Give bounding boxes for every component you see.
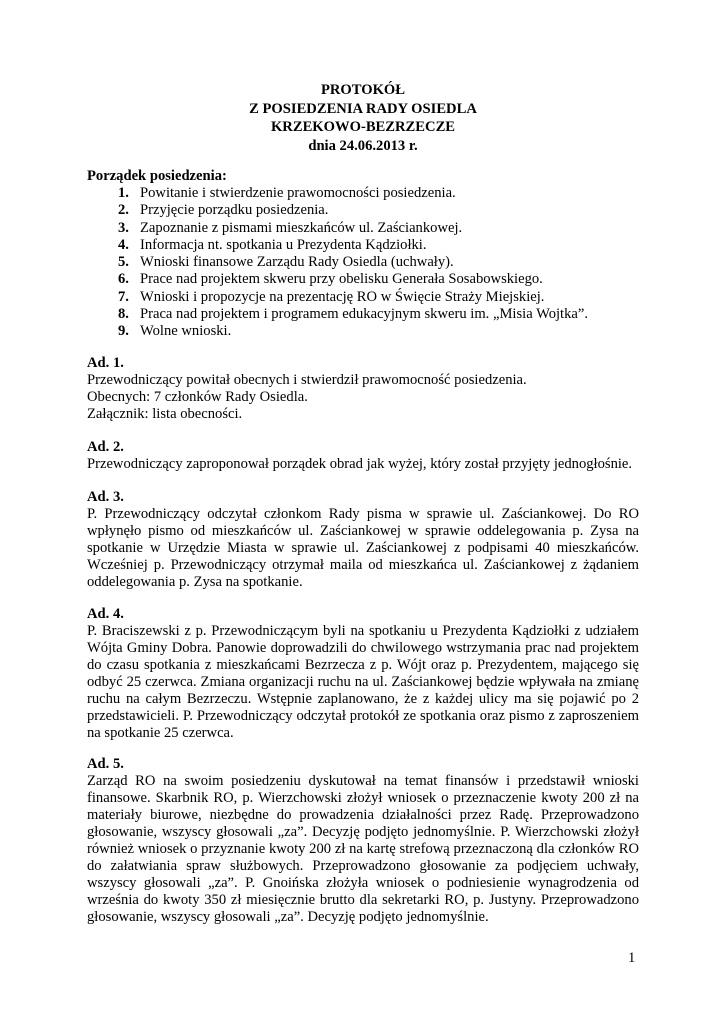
section-paragraph: Zarząd RO na swoim posiedzeniu dyskutował na temat finansów i przedstawił wnioski finansowe. Skarbnik RO, p. Wierzchowski złożył wniosek o przeznaczenie kwoty 200 zł na materiały biurowe, niezbędne do prowadzenia działalności przez Radę. Przeprowadzono głosowanie, wszyscy głosowali „za”. Decyzję podjęto jednomyślnie. P. Wierzchowski złożył również wniosek o przyznanie kwoty 200 zł na kartę strefową przeznaczoną dla członków RO do załatwiania spraw służbowych. Przeprowadzono głosowanie za podjęciem uchwały, wszyscy głosowali „za”. P. Gnoińska złożyła wniosek o podniesienie wynagrodzenia od września do kwoty 350 zł miesięcznie brutto dla sekretarki RO, p. Justyny. Przeprowadzono głosowanie, wszyscy głosowali „za”. Decyzję podjęto jednomyślnie. — [87, 773, 639, 925]
agenda-item-number: 8. — [118, 305, 129, 322]
agenda-item — [118, 185, 588, 202]
document-title — [87, 81, 639, 155]
agenda-item — [118, 237, 588, 254]
agenda-item-text: Praca nad projektem i programem edukacyjnym skweru im. „Misia Wojtka”. — [140, 305, 588, 322]
agenda-item-text: Powitanie i stwierdzenie prawomocności posiedzenia. — [140, 185, 456, 201]
section-paragraph: P. Przewodniczący odczytał członkom Rady pisma w sprawie ul. Zaściankowej. Do RO wpłynęło pismo od mieszkańców ul. Zaściankowej w sprawie oddelegowania p. Zysa na spotkanie w Urzędzie Miasta w sprawie ul. Zaściankowej z podpisami 40 mieszkańców. Wcześniej p. Przewodniczący otrzymał maila od mieszkańca ul. Zaściankowej z żądaniem oddelegowania p. Zysa na spotkanie. — [87, 506, 639, 590]
page-number: 1 — [628, 950, 636, 966]
agenda-list — [118, 185, 588, 340]
agenda-item-number: 2. — [118, 202, 129, 219]
agenda-item — [118, 323, 588, 340]
section-heading: Ad. 1. — [87, 355, 124, 371]
title-line-date: dnia 24.06.2013 r. — [308, 137, 418, 154]
section-ad3 — [87, 489, 639, 591]
title-line-protocol: PROTOKÓŁ — [320, 82, 406, 98]
agenda-item — [118, 202, 588, 219]
section-ad1 — [87, 355, 639, 423]
section-ad5 — [87, 756, 639, 926]
agenda-item-text: Prace nad projektem skweru przy obelisku Generała Sosabowskiego. — [140, 271, 543, 288]
title-line-meeting: Z POSIEDZENIA RADY OSIEDLA — [249, 100, 477, 117]
agenda-item-number: 9. — [118, 323, 129, 339]
agenda-item-number: 1. — [118, 185, 129, 201]
section-ad4 — [87, 606, 639, 742]
agenda-item-text: Zapoznanie z pismami mieszkańców ul. Zaściankowej. — [140, 219, 463, 236]
agenda-item — [118, 220, 588, 237]
section-paragraph: P. Braciszewski z p. Przewodniczącym byli na spotkaniu u Prezydenta Kądziołki z udziałem Wójta Gminy Dobra. Panowie doprowadzili do chwilowego wstrzymania prac nad projektem do czasu spotkania z mieszkańcami Bezrzecza z p. Wójt oraz p. Prezydentem, mającego się odbyć 25 czerwca. Zmiana organizacji ruchu na ul. Zaściankowej będzie wpływała na zmianę ruchu na całym Bezrzeczu. Wstępnie zaplanowano, że z każdej ulicy ma się pojawić po 2 przedstawicieli. P. Przewodniczący odczytał protokół ze spotkania oraz pismo z zaproszeniem na spotkanie 25 czerwca. — [87, 623, 639, 741]
section-heading: Ad. 2. — [87, 439, 124, 455]
agenda-heading: Porządek posiedzenia: — [87, 168, 227, 184]
section-line: Załącznik: lista obecności. — [87, 406, 243, 422]
title-line-district: KRZEKOWO-BEZRZECZE — [270, 119, 456, 135]
agenda-item-text: Wolne wnioski. — [140, 323, 232, 339]
agenda-item-number: 5. — [118, 254, 129, 270]
section-paragraph: Przewodniczący zaproponował porządek obrad jak wyżej, który został przyjęty jednogłośnie. — [87, 456, 633, 472]
agenda-item — [118, 271, 588, 288]
agenda-item-number: 7. — [118, 288, 129, 305]
section-line: Obecnych: 7 członków Rady Osiedla. — [87, 389, 308, 405]
agenda-item-text: Przyjęcie porządku posiedzenia. — [140, 202, 329, 219]
section-ad2 — [87, 439, 639, 473]
agenda-item — [118, 306, 588, 323]
agenda-item-number: 3. — [118, 219, 129, 236]
agenda-item-text: Informacja nt. spotkania u Prezydenta Kądziołki. — [140, 236, 427, 253]
section-heading: Ad. 5. — [87, 756, 124, 772]
agenda-item — [118, 254, 588, 271]
section-heading: Ad. 4. — [87, 606, 124, 622]
agenda-item-text: Wnioski finansowe Zarządu Rady Osiedla (uchwały). — [140, 254, 454, 270]
agenda-item-number: 4. — [118, 236, 129, 253]
agenda-item-text: Wnioski i propozycje na prezentację RO w Święcie Straży Miejskiej. — [140, 288, 545, 305]
section-heading: Ad. 3. — [87, 489, 124, 505]
agenda-item — [118, 289, 588, 306]
section-line: Przewodniczący powitał obecnych i stwierdził prawomocność posiedzenia. — [87, 372, 527, 388]
agenda-item-number: 6. — [118, 271, 129, 288]
